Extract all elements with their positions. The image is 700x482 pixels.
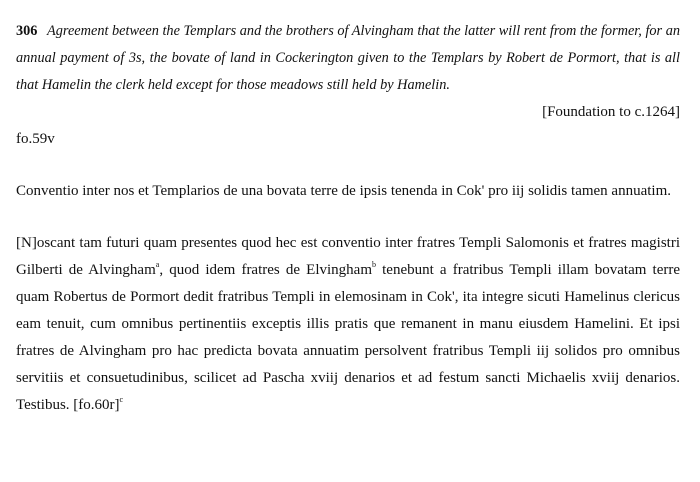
entry-heading [16, 18, 680, 99]
footnote-marker-c: c [119, 395, 124, 404]
entry-summary: Agreement between the Templars and the brothers of Alvingham that the latter will rent from the former, for an annual payment of 3s, the bovate of land in Cockerington given to the Templars by Robert de Pormort, that is all that Hamelin the clerk held except for those meadows still held by Hamelin. [16, 23, 681, 93]
footnote-marker-a: a [155, 260, 160, 269]
footnote-marker-b: b [372, 260, 376, 269]
rubric-paragraph: Conventio inter nos et Templarios de una bovata terre de ipsis tenenda in Cok' pro iij solidis tamen annuatim. [16, 183, 671, 199]
charter-text-part-1: [N]oscant tam futuri quam presentes quod hec est conventio inter fratres Templi Salomonis et fratres magistri Gilberti de Alvingham [16, 235, 680, 278]
entry-number: 306 [16, 23, 38, 39]
folio-reference: fo.59v [16, 131, 55, 147]
charter-text-paragraph [16, 230, 680, 419]
document-page [16, 18, 680, 419]
charter-text-part-3: tenebunt a fratribus Templi illam bovatam terre quam Robertus de Pormort dedit fratribus Templi in elemosinam in Cok', ita integre sicuti Hamelinus clericus eam tenuit, cum omnibus pertinentiis exceptis illis pratis que remanent in manu eiusdem Hamelini. Et ipsi fratres de Alvingham pro hac predicta bovata annuatim persolvent fratribus Templi iij solidos pro omnibus servitiis et consuetudinibus, scilicet ad Pascha xviij denarios et ad festum sancti Michaelis xviij denarios. Testibus. [fo.60r] [16, 262, 680, 413]
entry-dating: [Foundation to c.1264] [542, 104, 680, 120]
charter-text-part-2: , quod idem fratres de Elvingham [159, 262, 372, 278]
